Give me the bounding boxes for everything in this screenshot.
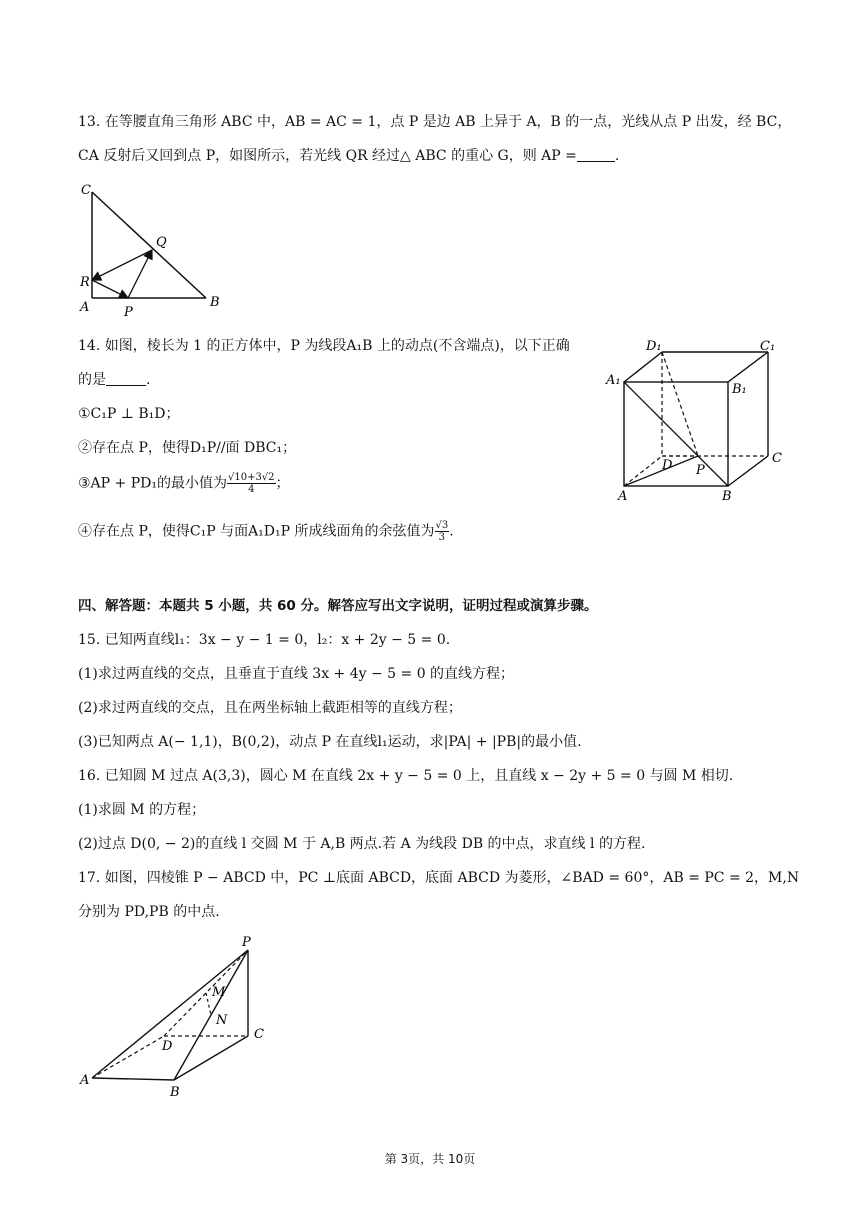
q17-pyramid-figure	[78, 934, 278, 1104]
q17-label-p: P	[242, 935, 251, 950]
q14-option-3-fraction	[227, 472, 276, 495]
q15-line-1: 15. 已知两直线l₁：3x − y − 1 = 0，l₂：x + 2y − 5 = 0.	[78, 632, 451, 648]
q13-label-a: A	[80, 300, 90, 315]
q14-option-4-fraction	[435, 520, 450, 543]
q15-part-2: (2)求过两直线的交点，且在两坐标轴上截距相等的直线方程；	[78, 700, 462, 716]
q14-label-a1: A₁	[606, 373, 621, 388]
q17-label-m: M	[212, 985, 226, 1000]
q14-label-b: B	[722, 489, 732, 504]
section-4-heading: 四、解答题：本题共 5 小题，共 60 分。解答应写出文字说明，证明过程或演算步骤。	[78, 598, 598, 614]
q13-line-2	[78, 146, 619, 166]
q16-part-1: (1)求圆 M 的方程；	[78, 802, 206, 818]
q17-line-2: 分别为 PD,PB 的中点.	[78, 904, 220, 920]
q17-label-c: C	[254, 1027, 264, 1042]
q15-part-3: (3)已知两点 A(− 1,1)，B(0,2)，动点 P 在直线l₁运动，求|PA| + |PB|的最小值.	[78, 734, 582, 750]
q17-label-a: A	[80, 1073, 90, 1088]
q14-answer-blank[interactable]	[106, 371, 146, 386]
q13-label-b: B	[210, 295, 220, 310]
q14-option-4-numerator: √3	[435, 520, 449, 531]
q13-label-p: P	[124, 305, 133, 320]
q14-label-d1: D₁	[646, 339, 662, 354]
q14-line-2-text: 的是	[78, 372, 106, 388]
q13-label-c: C	[81, 183, 91, 198]
q14-option-3-numerator: √10+3√2	[227, 472, 275, 483]
q14-option-3	[78, 472, 290, 495]
q14-label-b1: B₁	[732, 382, 747, 397]
q14-option-2: ②存在点 P，使得D₁P//面 DBC₁；	[78, 440, 297, 456]
q17-label-n: N	[216, 1013, 228, 1028]
q14-label-c1: C₁	[760, 339, 776, 354]
q13-line-1: 13. 在等腰直角三角形 ABC 中，AB = AC = 1，点 P 是边 AB 上异于 A，B 的一点，光线从点 P 出发，经 BC，	[78, 114, 792, 130]
q13-triangle-figure	[78, 180, 228, 320]
q14-option-4	[78, 520, 454, 543]
q14-option-4-end: .	[449, 523, 454, 540]
q16-line-1: 16. 已知圆 M 过点 A(3,3)，圆心 M 在直线 2x + y − 5 = 0 上，且直线 x − 2y + 5 = 0 与圆 M 相切.	[78, 768, 734, 784]
q13-line-2-end: .	[614, 148, 620, 164]
q15-part-1: (1)求过两直线的交点，且垂直于直线 3x + 4y − 5 = 0 的直线方程；	[78, 666, 515, 682]
q14-line-2	[78, 370, 150, 390]
q17-label-d: D	[162, 1039, 173, 1054]
q16-part-2: (2)过点 D(0, − 2)的直线 l 交圆 M 于 A,B 两点.若 A 为线段 DB 的中点，求直线 l 的方程.	[78, 836, 646, 852]
q13-label-q: Q	[156, 235, 167, 250]
q13-label-r: R	[80, 275, 90, 290]
q14-option-3-text: ③AP + PD₁的最小值为	[78, 475, 227, 492]
q17-line-1: 17. 如图，四棱锥 P − ABCD 中，PC ⊥底面 ABCD，底面 ABCD 为菱形，∠BAD = 60°，AB = PC = 2，M,N	[78, 870, 800, 886]
q14-option-3-denominator: 4	[248, 484, 255, 495]
q14-cube-figure	[604, 336, 794, 506]
q14-label-d: D	[662, 458, 673, 473]
q14-option-4-denominator: 3	[438, 532, 446, 543]
q13-line-2-text: CA 反射后又回到点 P，如图所示，若光线 QR 经过△ ABC 的重心 G，则 AP =	[78, 148, 577, 164]
q14-label-a: A	[618, 489, 628, 504]
q13-answer-blank[interactable]	[577, 147, 615, 162]
page-footer: 第 3页，共 10页	[384, 1152, 476, 1166]
q14-option-4-text: ④存在点 P，使得C₁P 与面A₁D₁P 所成线面角的余弦值为	[78, 523, 435, 540]
q14-label-c: C	[772, 451, 782, 466]
q14-option-1: ①C₁P ⊥ B₁D；	[78, 406, 180, 422]
q14-label-p: P	[696, 463, 705, 478]
q14-option-3-end: ；	[275, 475, 290, 492]
q17-label-b: B	[170, 1085, 180, 1100]
q14-line-1: 14. 如图，棱长为 1 的正方体中，P 为线段A₁B 上的动点(不含端点)，以下正确	[78, 338, 570, 354]
q14-line-2-end: .	[146, 372, 151, 388]
